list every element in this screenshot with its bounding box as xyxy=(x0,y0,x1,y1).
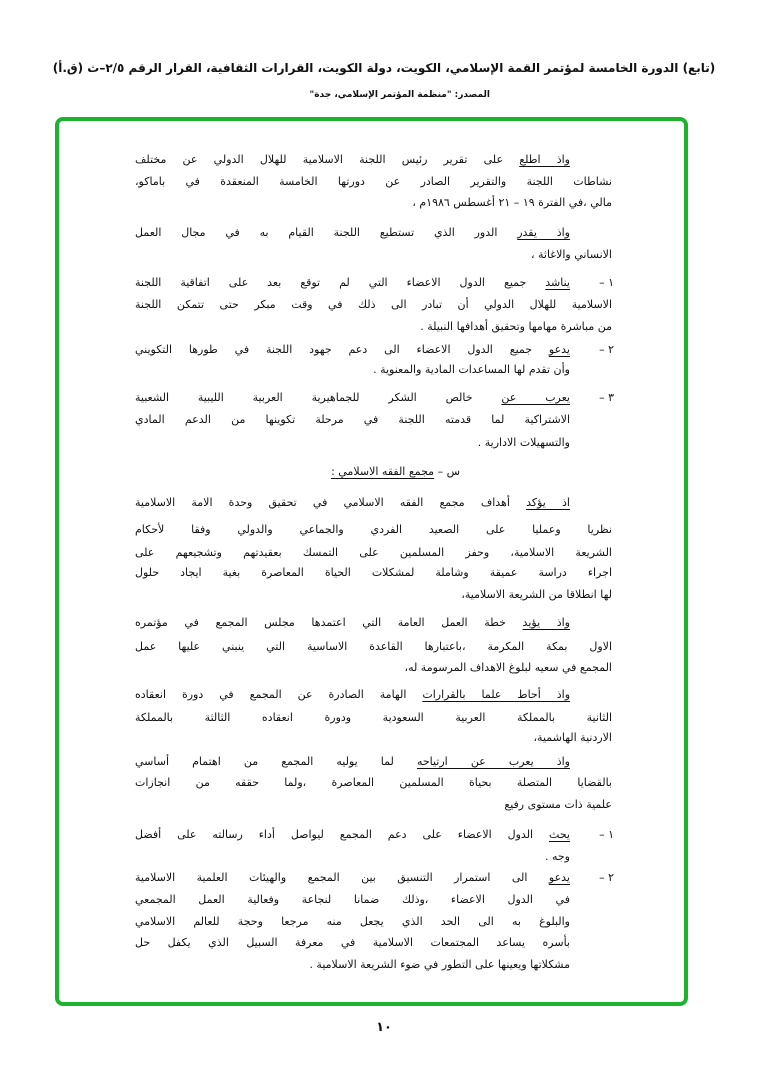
line-content xyxy=(135,956,570,974)
line-text: مالي ،في الفترة ١٩ – ٢١ أغسطس ١٩٨٦م ، xyxy=(412,196,612,209)
line-content xyxy=(135,521,612,539)
item-number: ١ – xyxy=(599,828,614,841)
line-content xyxy=(135,869,570,887)
line-content xyxy=(135,638,612,656)
line-text: وأن تقدم لها المساعدات المادية والمعنوية . xyxy=(373,363,570,376)
underlined-keyword: واذ يؤيد xyxy=(522,616,570,629)
line-content xyxy=(135,389,570,407)
line-content xyxy=(135,891,570,909)
line-content xyxy=(135,318,612,336)
line-content xyxy=(135,934,570,952)
text-line xyxy=(135,173,612,191)
line-text: خالص الشكر للجماهيرية العربية الليبية الشعبية xyxy=(135,391,502,404)
text-line xyxy=(135,151,570,169)
line-text: الاسلامية للهلال الدولي أن تبادر الى ذلك في وقت مبكر حتى تتمكن اللجنة xyxy=(135,298,612,311)
item-number: ٢ – xyxy=(599,343,614,356)
line-text: لها انطلاقا من الشريعة الاسلامية، xyxy=(461,588,612,601)
text-line xyxy=(135,361,570,379)
line-content xyxy=(135,774,612,792)
text-line xyxy=(135,934,570,952)
text-line xyxy=(135,564,612,582)
text-line xyxy=(135,709,612,727)
text-line xyxy=(135,638,612,656)
underlined-keyword: يدعو xyxy=(548,871,570,884)
text-line xyxy=(135,296,612,314)
line-content xyxy=(135,913,570,931)
line-content xyxy=(135,296,612,314)
list-item-line xyxy=(135,341,614,359)
underlined-keyword: واذ يعرب عن ارتياحه xyxy=(416,755,570,768)
list-item-line xyxy=(135,389,614,407)
line-text: بأسره يساعد المجتمعات الاسلامية في معرفة السبيل الذي يكفل حل xyxy=(135,936,570,949)
line-text: جميع الدول الاعضاء التي لم توقع بعد على اتفاقية اللجنة xyxy=(135,276,546,289)
line-text: بالقضايا المتصلة بحياة المسلمين المعاصرة ،ولما حققه من انجازات xyxy=(135,776,612,789)
line-text: أهداف مجمع الفقه الاسلامي في تحقيق وحدة الامة الاسلامية xyxy=(135,496,527,509)
text-line xyxy=(135,848,570,866)
section-heading xyxy=(225,465,460,478)
section-heading-label: مجمع الفقه الاسلامي : xyxy=(331,465,435,478)
text-line xyxy=(135,411,570,429)
text-line xyxy=(135,913,570,931)
line-text: على تقرير رئيس اللجنة الاسلامية للهلال الدولي عن مختلف xyxy=(135,153,520,166)
line-text: الاردنية الهاشمية، xyxy=(533,731,612,744)
underlined-keyword: اذ يؤكد xyxy=(526,496,570,509)
line-text: الى استمرار التنسيق بين المجمع والهيئات العلمية الاسلامية xyxy=(135,871,549,884)
line-text: من مباشرة مهامها وتحقيق أهدافها النبيلة . xyxy=(420,320,612,333)
text-line xyxy=(135,659,612,677)
line-text: والتسهيلات الادارية . xyxy=(477,436,570,449)
line-content xyxy=(135,564,612,582)
line-content xyxy=(135,586,612,604)
line-text: الاول بمكة المكرمة ،باعتبارها القاعدة الاساسية التي ينبني عليها عمل xyxy=(135,640,612,653)
underlined-keyword: يدعو xyxy=(548,343,570,356)
line-content xyxy=(135,194,612,212)
line-content xyxy=(135,246,612,264)
line-content xyxy=(135,544,612,562)
text-line xyxy=(135,521,612,539)
line-text: المجمع في سعيه لبلوغ الاهداف المرسومة له، xyxy=(404,661,612,674)
text-line xyxy=(135,224,570,242)
text-line xyxy=(135,586,612,604)
item-number: ٢ – xyxy=(599,871,614,884)
list-item-line xyxy=(135,274,614,292)
text-line xyxy=(135,194,612,212)
line-text: الشريعة الاسلامية، وحفز المسلمين على التمسك بعقيدتهم وتشجيعهم على xyxy=(135,546,612,559)
underlined-keyword: يعرب عن xyxy=(501,391,570,404)
underlined-keyword: يناشد xyxy=(545,276,570,289)
line-text: الدول الاعضاء على دعم المجمع ليواصل أداء رسالته على أفضل xyxy=(135,828,550,841)
line-content xyxy=(135,826,570,844)
underlined-keyword: واذ اطلع xyxy=(519,153,570,166)
line-content xyxy=(135,686,570,704)
line-text: نظريا وعمليا على الصعيد الفردي والجماعي والدولي وفقا لأحكام xyxy=(135,523,612,536)
line-content xyxy=(135,729,612,747)
line-text: الدور الذي تستطيع اللجنة القيام به في مجال العمل xyxy=(135,226,518,239)
line-text: في الدول الاعضاء ،وذلك ضمانا لنجاعة وفعالية العمل المجمعي xyxy=(135,893,570,906)
text-line xyxy=(135,686,570,704)
document-title: (تابع) الدورة الخامسة لمؤتمر القمة الإسلامي، الكويت، دولة الكويت، القرارات الثقافية، القرار الرقم ٢/٥–ث (ق.أ) xyxy=(52,61,716,75)
line-content xyxy=(135,151,570,169)
text-line xyxy=(135,956,570,974)
line-text: جميع الدول الاعضاء الى دعم جهود اللجنة في طورها التكويني xyxy=(135,343,549,356)
underlined-keyword: واذ يقدر xyxy=(517,226,570,239)
line-text: الانساني والاغاثة ، xyxy=(530,248,612,261)
line-content xyxy=(135,709,612,727)
line-content xyxy=(135,434,570,452)
page-number: ١٠ xyxy=(376,1020,392,1035)
text-line xyxy=(135,246,612,264)
line-text: علمية ذات مستوى رفيع xyxy=(504,798,612,811)
item-number: ١ – xyxy=(599,276,614,289)
text-line xyxy=(135,753,570,771)
text-line xyxy=(135,796,612,814)
list-item-line xyxy=(135,869,614,887)
line-text: نشاطات اللجنة والتقرير الصادر عن دورتها الخامسة المنعقدة في باماكو، xyxy=(135,175,612,188)
text-line xyxy=(135,544,612,562)
line-content xyxy=(135,796,612,814)
line-text: الاشتراكية لما قدمته اللجنة في مرحلة تكوينها من الدعم المادي xyxy=(135,413,570,426)
line-content xyxy=(135,494,570,512)
text-line xyxy=(135,774,612,792)
underlined-keyword: يحث xyxy=(549,828,570,841)
line-text: خطة العمل العامة التي اعتمدها مجلس المجمع في مؤتمره xyxy=(135,616,523,629)
line-content xyxy=(135,224,570,242)
line-content xyxy=(135,753,570,771)
line-text: والبلوغ به الى الحد الذي يجعل منه مرجعا وحجة للعالم الاسلامي xyxy=(135,915,570,928)
line-text: اجراء دراسة عميقة وشاملة لمشكلات الحياة المعاصرة بغية ايجاد حلول xyxy=(135,566,612,579)
text-line xyxy=(135,318,612,336)
line-content xyxy=(135,411,570,429)
line-content xyxy=(135,848,570,866)
line-text: الثانية بالمملكة العربية السعودية ودورة انعقاده الثالثة بالمملكة xyxy=(135,711,612,724)
line-text: وجه . xyxy=(544,850,570,863)
text-line xyxy=(135,434,570,452)
text-line xyxy=(135,891,570,909)
line-text: الهامة الصادرة عن المجمع في دورة انعقاده xyxy=(135,688,423,701)
document-source: المصدر: "منظمة المؤتمر الإسلامي، جدة" xyxy=(309,90,490,100)
section-heading-prefix: س – xyxy=(434,465,460,478)
line-content xyxy=(135,274,570,292)
line-content xyxy=(135,659,612,677)
item-number: ٣ – xyxy=(599,391,614,404)
line-text: مشكلاتها ويعينها على التطور في ضوء الشريعة الاسلامية . xyxy=(309,958,570,971)
text-line xyxy=(135,729,612,747)
text-line xyxy=(135,614,570,632)
text-line xyxy=(135,494,570,512)
line-text: لما يوليه المجمع من اهتمام أساسي xyxy=(135,755,417,768)
line-content xyxy=(135,173,612,191)
line-content xyxy=(135,361,570,379)
underlined-keyword: واذ أحاط علما بالقرارات xyxy=(422,688,571,701)
line-content xyxy=(135,614,570,632)
list-item-line xyxy=(135,826,614,844)
line-content xyxy=(135,341,570,359)
